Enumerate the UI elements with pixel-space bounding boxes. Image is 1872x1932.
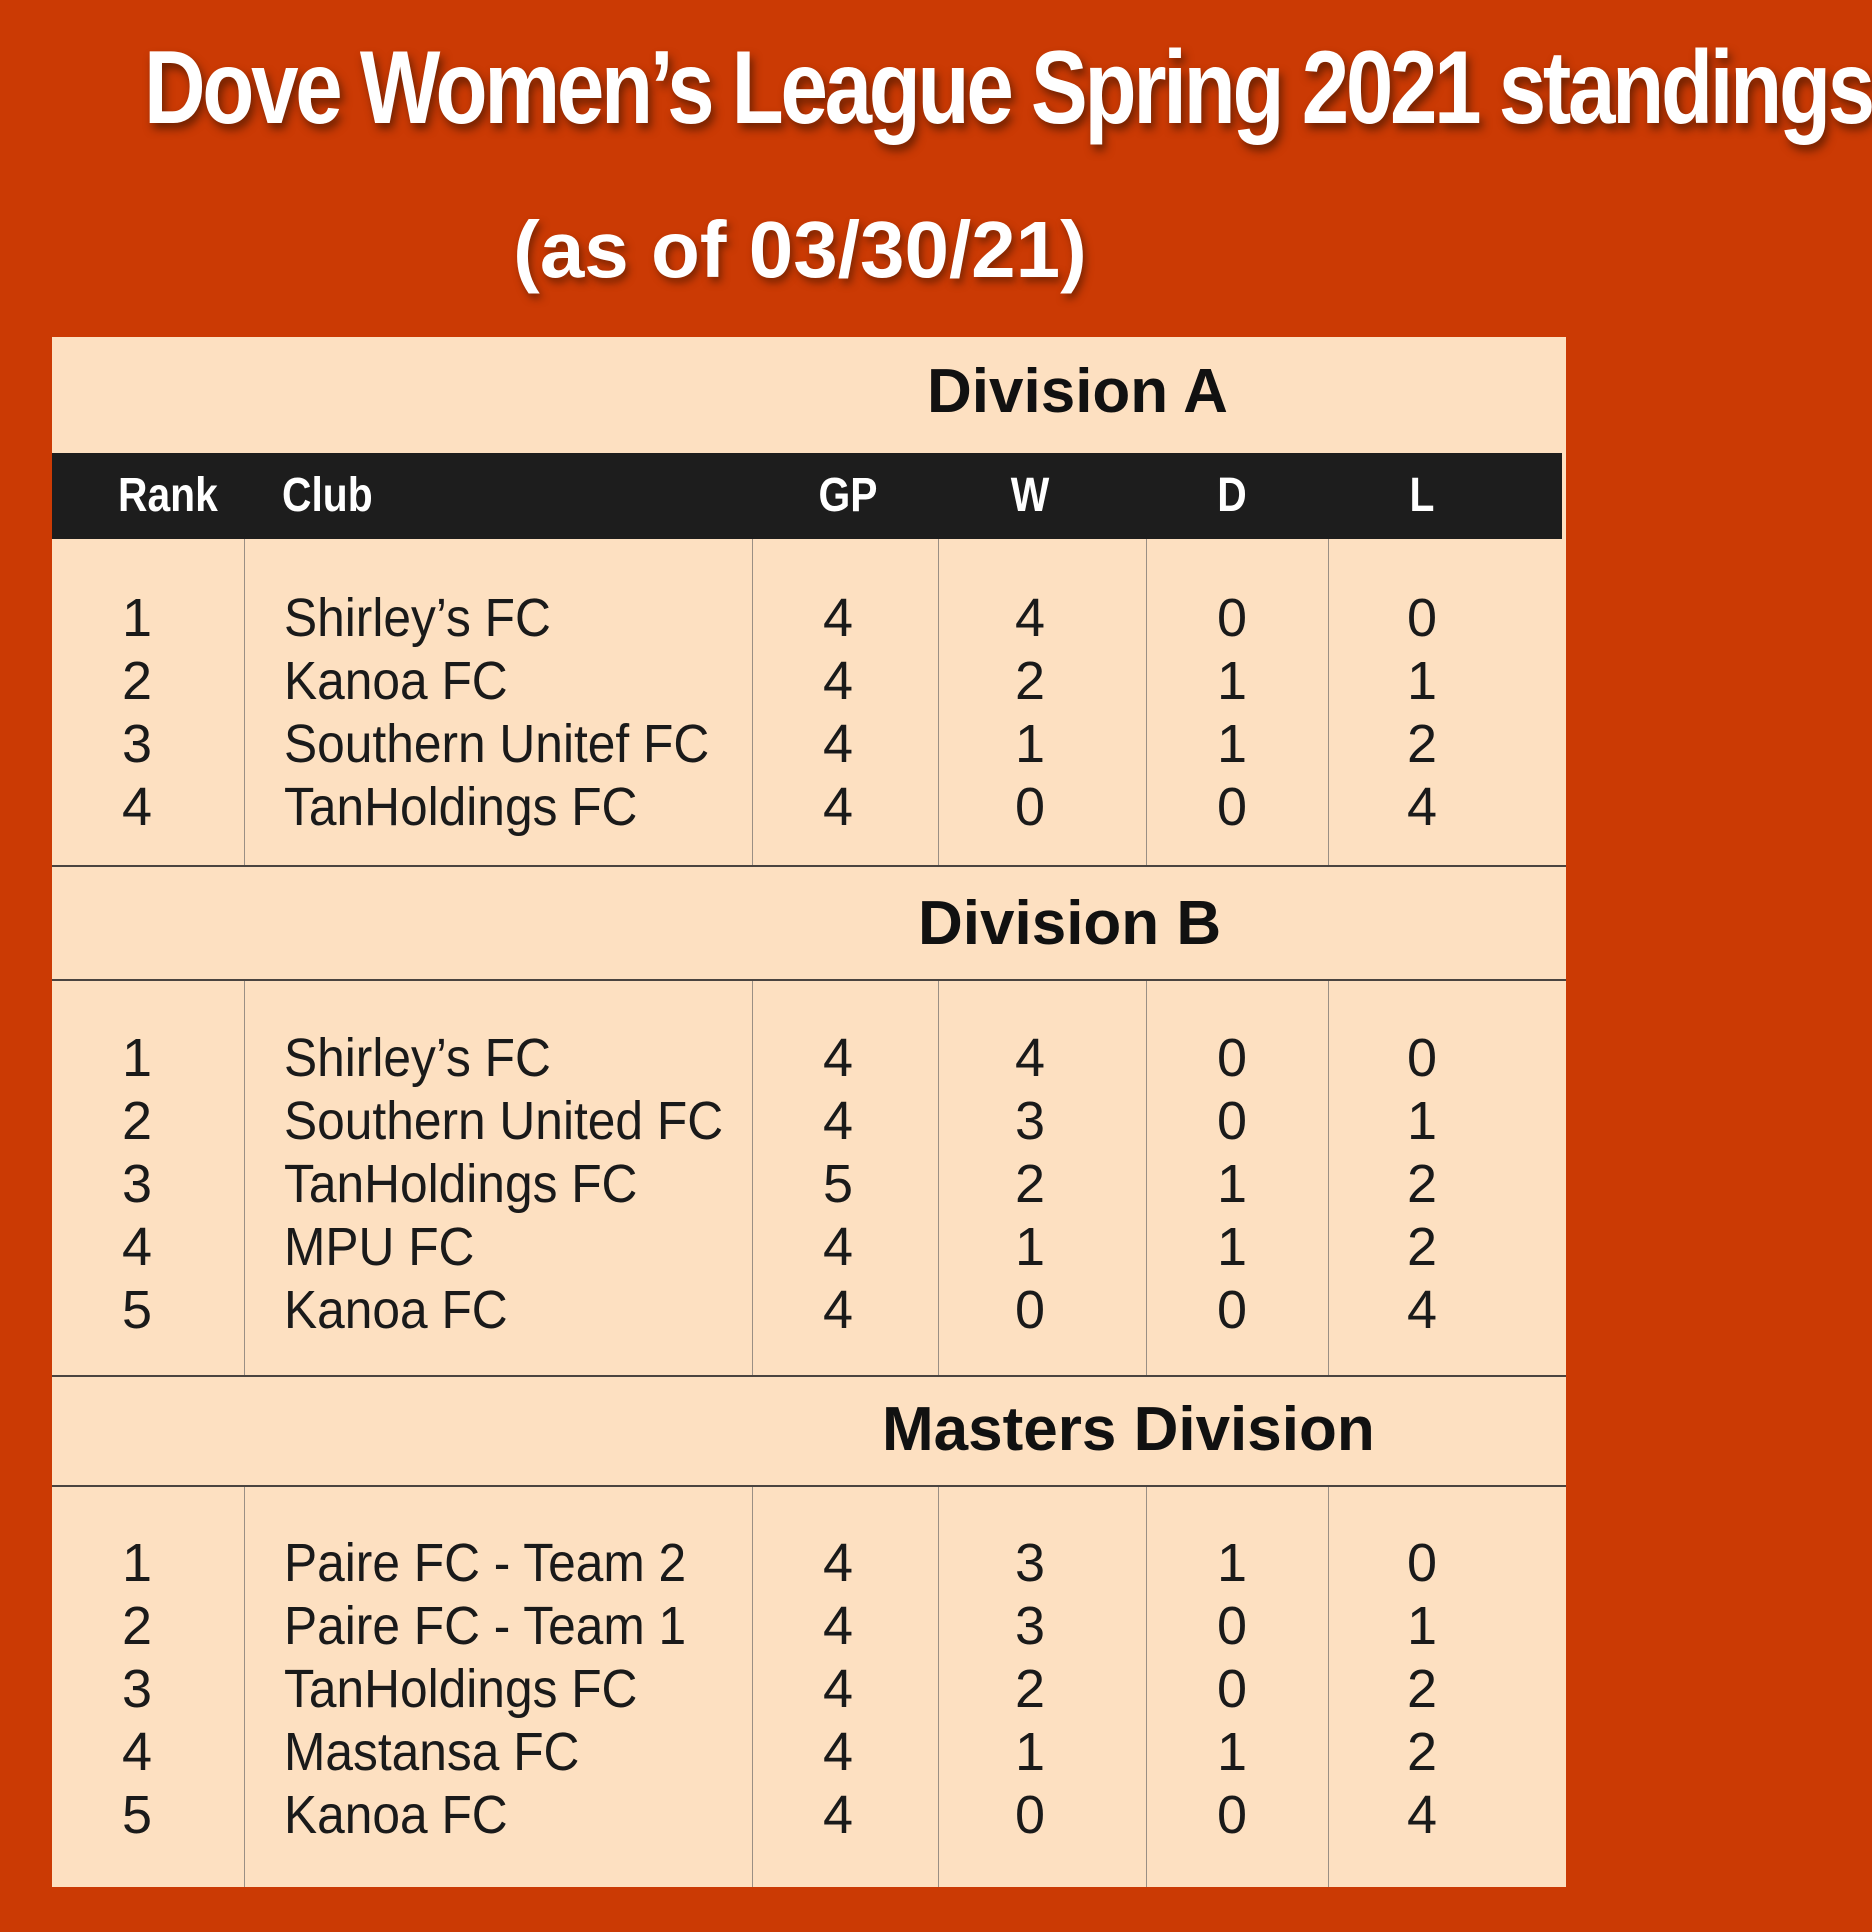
division-b-label: Division B xyxy=(918,889,1222,958)
w-cell: 1 xyxy=(1014,1722,1046,1782)
l-cell: 1 xyxy=(1406,651,1438,711)
rank-cell: 2 xyxy=(122,1596,153,1656)
rank-cell: 5 xyxy=(122,1280,153,1340)
table-row xyxy=(52,1658,1566,1721)
w-cell: 0 xyxy=(1014,777,1046,837)
d-cell: 0 xyxy=(1216,777,1248,837)
header-d: D xyxy=(1217,469,1247,522)
table-row xyxy=(52,1595,1566,1658)
d-cell: 0 xyxy=(1216,588,1248,648)
d-cell: 0 xyxy=(1216,1596,1248,1656)
club-cell: Southern United FC xyxy=(284,1091,724,1151)
club-cell: Paire FC - Team 2 xyxy=(284,1533,687,1593)
gp-cell: 4 xyxy=(822,714,854,774)
table-row xyxy=(52,1279,1566,1342)
rank-cell: 3 xyxy=(122,1154,153,1214)
club-cell: TanHoldings FC xyxy=(284,1659,638,1719)
w-cell: 2 xyxy=(1014,1154,1046,1214)
club-cell: TanHoldings FC xyxy=(284,777,638,837)
header-l: L xyxy=(1409,469,1435,522)
l-cell: 0 xyxy=(1406,1028,1438,1088)
table-row xyxy=(52,1153,1566,1216)
d-cell: 1 xyxy=(1216,1533,1248,1593)
club-cell: Southern Unitef FC xyxy=(284,714,710,774)
gp-cell: 4 xyxy=(822,1533,854,1593)
gp-cell: 4 xyxy=(822,1659,854,1719)
w-cell: 0 xyxy=(1014,1280,1046,1340)
gp-cell: 4 xyxy=(822,1722,854,1782)
l-cell: 1 xyxy=(1406,1596,1438,1656)
l-cell: 2 xyxy=(1406,1217,1438,1277)
gp-cell: 4 xyxy=(822,1785,854,1845)
gp-cell: 4 xyxy=(822,777,854,837)
rank-cell: 1 xyxy=(122,1533,153,1593)
d-cell: 1 xyxy=(1216,714,1248,774)
club-cell: Kanoa FC xyxy=(284,1280,508,1340)
header-club: Club xyxy=(282,469,373,522)
gp-cell: 4 xyxy=(822,588,854,648)
club-cell: MPU FC xyxy=(284,1217,475,1277)
rank-cell: 1 xyxy=(122,588,153,648)
w-cell: 3 xyxy=(1014,1596,1046,1656)
rank-cell: 3 xyxy=(122,1659,153,1719)
w-cell: 4 xyxy=(1014,588,1046,648)
club-cell: Paire FC - Team 1 xyxy=(284,1596,687,1656)
division-b-band xyxy=(52,867,1566,979)
club-cell: Mastansa FC xyxy=(284,1722,580,1782)
header-rank: Rank xyxy=(118,469,218,522)
d-cell: 1 xyxy=(1216,1217,1248,1277)
w-cell: 0 xyxy=(1014,1785,1046,1845)
rank-cell: 2 xyxy=(122,1091,153,1151)
rank-cell: 4 xyxy=(122,777,153,837)
table-row xyxy=(52,1027,1566,1090)
l-cell: 0 xyxy=(1406,1533,1438,1593)
masters-division-label: Masters Division xyxy=(882,1395,1375,1464)
d-cell: 1 xyxy=(1216,651,1248,711)
column-header-bar xyxy=(52,453,1562,539)
l-cell: 2 xyxy=(1406,1722,1438,1782)
l-cell: 1 xyxy=(1406,1091,1438,1151)
gp-cell: 5 xyxy=(822,1154,854,1214)
gp-cell: 4 xyxy=(822,1091,854,1151)
l-cell: 2 xyxy=(1406,1659,1438,1719)
d-cell: 0 xyxy=(1216,1028,1248,1088)
club-cell: Shirley’s FC xyxy=(284,588,551,648)
table-row xyxy=(52,1721,1566,1784)
header-w: W xyxy=(1010,469,1050,522)
page-subtitle: (as of 03/30/21) xyxy=(513,205,1087,294)
club-cell: Shirley’s FC xyxy=(284,1028,551,1088)
l-cell: 4 xyxy=(1406,1785,1438,1845)
d-cell: 0 xyxy=(1216,1659,1248,1719)
l-cell: 2 xyxy=(1406,714,1438,774)
w-cell: 3 xyxy=(1014,1533,1046,1593)
section-divider xyxy=(52,979,1566,981)
table-row xyxy=(52,1784,1566,1847)
gp-cell: 4 xyxy=(822,1280,854,1340)
l-cell: 0 xyxy=(1406,588,1438,648)
w-cell: 2 xyxy=(1014,1659,1046,1719)
w-cell: 1 xyxy=(1014,1217,1046,1277)
w-cell: 4 xyxy=(1014,1028,1046,1088)
table-row xyxy=(52,1532,1566,1595)
w-cell: 3 xyxy=(1014,1091,1046,1151)
club-cell: TanHoldings FC xyxy=(284,1154,638,1214)
d-cell: 1 xyxy=(1216,1154,1248,1214)
rank-cell: 5 xyxy=(122,1785,153,1845)
rank-cell: 4 xyxy=(122,1217,153,1277)
standings-panel xyxy=(52,337,1566,1887)
section-divider xyxy=(52,1485,1566,1487)
gp-cell: 4 xyxy=(822,1596,854,1656)
club-cell: Kanoa FC xyxy=(284,651,508,711)
table-row xyxy=(52,713,1566,776)
d-cell: 1 xyxy=(1216,1722,1248,1782)
d-cell: 0 xyxy=(1216,1091,1248,1151)
l-cell: 4 xyxy=(1406,777,1438,837)
rank-cell: 1 xyxy=(122,1028,153,1088)
table-row xyxy=(52,587,1566,650)
club-cell: Kanoa FC xyxy=(284,1785,508,1845)
rank-cell: 4 xyxy=(122,1722,153,1782)
page-title: Dove Women’s League Spring 2021 standings xyxy=(144,30,1872,146)
d-cell: 0 xyxy=(1216,1280,1248,1340)
gp-cell: 4 xyxy=(822,651,854,711)
header-gp: GP xyxy=(818,469,878,522)
l-cell: 2 xyxy=(1406,1154,1438,1214)
table-row xyxy=(52,776,1566,839)
gp-cell: 4 xyxy=(822,1217,854,1277)
table-row xyxy=(52,1090,1566,1153)
table-row xyxy=(52,1216,1566,1279)
table-row xyxy=(52,650,1566,713)
w-cell: 1 xyxy=(1014,714,1046,774)
d-cell: 0 xyxy=(1216,1785,1248,1845)
gp-cell: 4 xyxy=(822,1028,854,1088)
division-a-title: Division A xyxy=(927,357,1228,426)
w-cell: 2 xyxy=(1014,651,1046,711)
rank-cell: 2 xyxy=(122,651,153,711)
rank-cell: 3 xyxy=(122,714,153,774)
l-cell: 4 xyxy=(1406,1280,1438,1340)
